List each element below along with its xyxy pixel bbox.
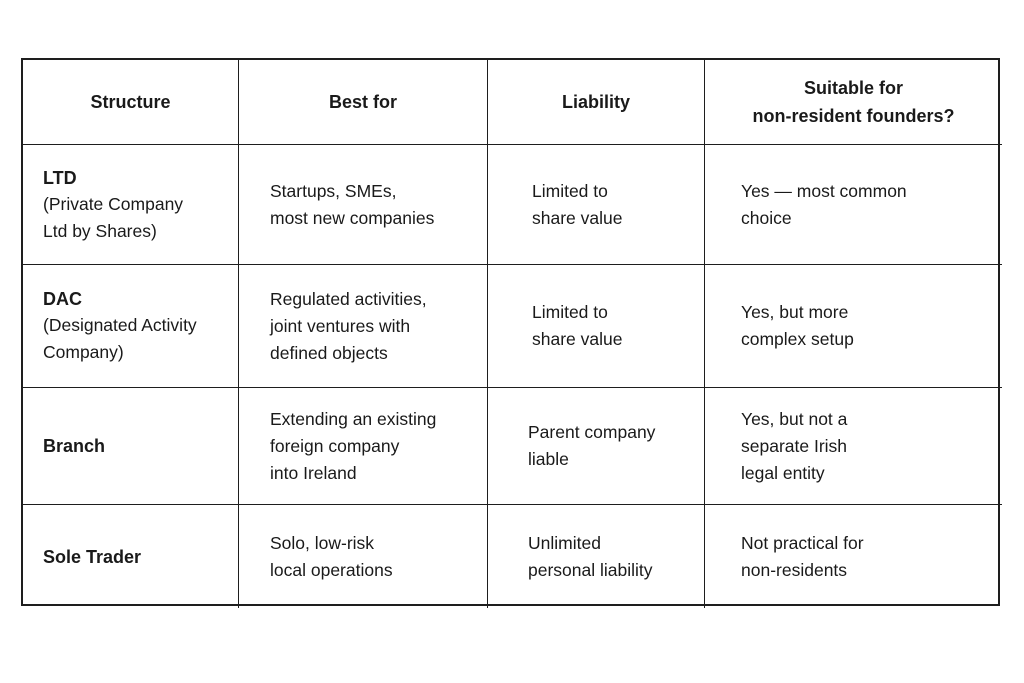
suitable-line: non-residents [741, 559, 848, 580]
row-branch-suitable [705, 388, 1002, 505]
liability-line: personal liability [528, 559, 653, 580]
header-suitable-line-1: Suitable for [803, 78, 903, 98]
header-structure-label: Structure [90, 92, 171, 112]
row-sole-trader-best-for [239, 505, 488, 608]
header-suitable [705, 60, 1002, 145]
best-for-line: most new companies [270, 207, 435, 228]
row-dac-best-for [239, 265, 488, 388]
best-for-line: Extending an existing [270, 408, 437, 429]
row-sole-trader-structure [23, 505, 239, 608]
suitable-line: choice [741, 207, 792, 228]
best-for-line: local operations [270, 559, 393, 580]
best-for-line: defined objects [270, 342, 388, 363]
liability-line: Parent company [528, 422, 656, 442]
best-for-line: foreign company [270, 435, 400, 456]
row-ltd-suitable [705, 145, 1002, 265]
best-for-line: Startups, SMEs, [270, 180, 397, 201]
structure-subtitle-line: (Private Company [43, 193, 184, 214]
best-for-line: into Ireland [270, 462, 357, 483]
header-liability [488, 60, 705, 145]
best-for-line: Regulated activities, [270, 288, 427, 309]
row-dac-suitable [705, 265, 1002, 388]
suitable-line: Not practical for [741, 532, 864, 553]
structure-subtitle-line: (Designated Activity [43, 315, 197, 335]
header-structure [23, 60, 239, 145]
header-liability-label: Liability [561, 92, 630, 112]
liability-line: liable [528, 449, 569, 469]
structure-name: Sole Trader [43, 546, 142, 567]
suitable-line: Yes, but more [741, 302, 849, 322]
header-best-for [239, 60, 488, 145]
liability-line: Limited to [532, 302, 608, 322]
structure-subtitle-line: Ltd by Shares) [43, 220, 157, 241]
liability-line: Limited to [532, 180, 608, 201]
best-for-line: joint ventures with [270, 315, 411, 336]
row-ltd-structure [23, 145, 239, 265]
structure-subtitle-line: Company) [43, 342, 124, 362]
row-ltd-liability [488, 145, 705, 265]
row-branch-liability [488, 388, 705, 505]
liability-line: Unlimited [528, 532, 601, 553]
suitable-line: Yes, but not a [741, 408, 848, 429]
liability-line: share value [532, 329, 623, 349]
suitable-line: Yes — most common [741, 180, 907, 201]
row-ltd-best-for [239, 145, 488, 265]
header-suitable-line-2: non-resident founders? [752, 106, 955, 126]
row-branch-best-for [239, 388, 488, 505]
suitable-line: legal entity [741, 462, 825, 483]
row-sole-trader-liability [488, 505, 705, 608]
comparison-table [21, 58, 1000, 606]
suitable-line: separate Irish [741, 435, 848, 456]
best-for-line: Solo, low-risk [270, 532, 375, 553]
structure-name: DAC [43, 289, 82, 309]
header-best-for-label: Best for [328, 92, 397, 112]
structure-name: LTD [43, 167, 77, 188]
row-dac-structure [23, 265, 239, 388]
liability-line: share value [532, 207, 623, 228]
row-branch-structure [23, 388, 239, 505]
suitable-line: complex setup [741, 329, 854, 349]
row-sole-trader-suitable [705, 505, 1002, 608]
row-dac-liability [488, 265, 705, 388]
structure-name: Branch [43, 436, 106, 456]
